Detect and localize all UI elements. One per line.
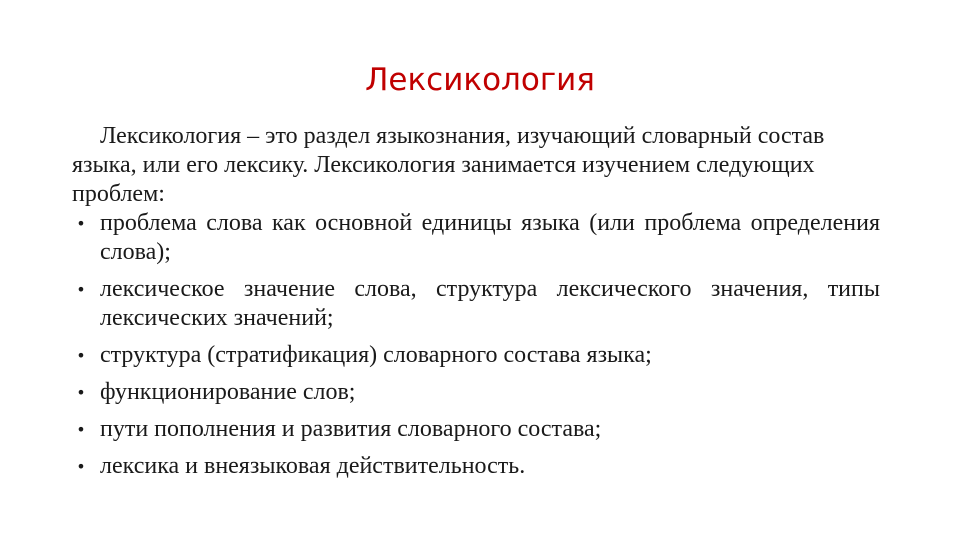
bullet-icon: • xyxy=(76,420,86,439)
list-item xyxy=(72,341,880,370)
list-item-text: лексика и внеязыковая действительность. xyxy=(100,453,526,479)
list-item-text: проблема слова как основной единицы языка (или проблема определения слова); xyxy=(100,210,880,265)
list-item-text: лексическое значение слова, структура лексического значения, типы лексических значений; xyxy=(100,276,880,331)
bullet-icon: • xyxy=(76,280,86,299)
slide-body xyxy=(72,122,880,481)
bullet-icon: • xyxy=(76,457,86,476)
slide-title: Лексикология xyxy=(365,62,595,98)
bullet-icon: • xyxy=(76,383,86,402)
list-item xyxy=(72,452,880,481)
list-item xyxy=(72,378,880,407)
list-item-text: функционирование слов; xyxy=(100,379,356,405)
list-item-text: пути пополнения и развития словарного состава; xyxy=(100,416,602,442)
list-item-text: структура (стратификация) словарного состава языка; xyxy=(100,342,652,368)
list-item xyxy=(72,275,880,333)
list-item xyxy=(72,415,880,444)
list-item xyxy=(72,209,880,267)
bullet-icon: • xyxy=(76,214,86,233)
intro-paragraph: Лексикология – это раздел языкознания, изучающий словарный состав языка, или его лексику. Лексикология занимается изучением следующих проблем: xyxy=(72,123,825,207)
bullet-list xyxy=(72,209,880,481)
bullet-icon: • xyxy=(76,346,86,365)
